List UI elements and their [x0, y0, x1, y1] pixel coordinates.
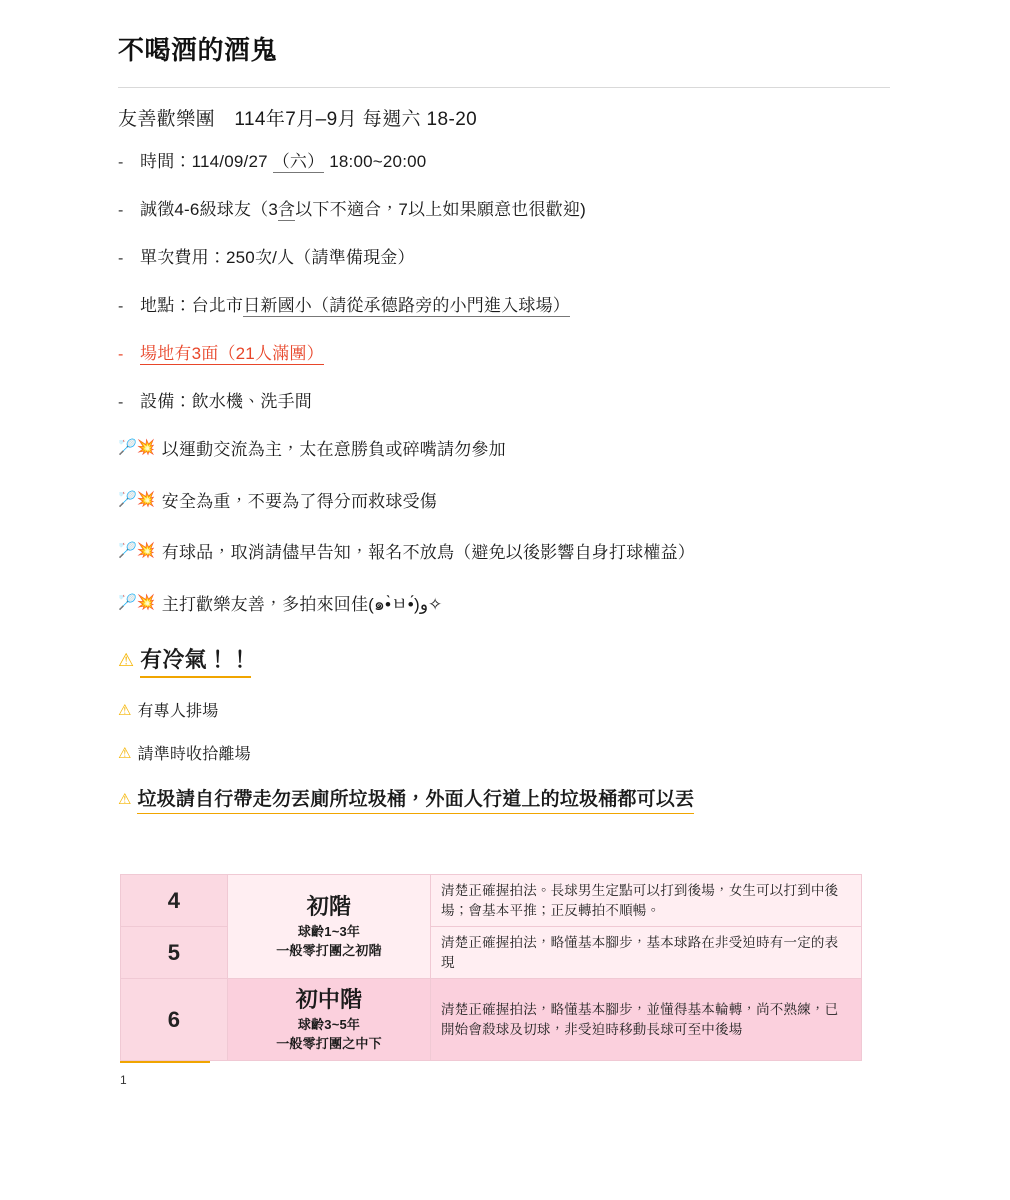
bullet-dash: -: [118, 394, 124, 411]
warning-text: 垃圾請自行帶走勿丟廁所垃圾桶，外面人行道上的垃圾桶都可以丟: [137, 784, 694, 814]
note-line: [118, 592, 892, 618]
warning-text: 有專人排場: [137, 703, 219, 720]
warning-icon: ⚠: [118, 650, 135, 670]
list-item-text: [140, 149, 892, 175]
list-item-highlight: [118, 341, 892, 367]
list-item: [118, 293, 892, 319]
warning-icon: ⚠: [118, 744, 132, 762]
level-reference-table: [120, 874, 862, 1061]
warning-text: 有冷氣！！: [140, 643, 251, 678]
list-item: [118, 149, 892, 175]
level-description-cell: 清楚正確握拍法。長球男生定點可以打到後場，女生可以打到中後場；會基本平推；正反轉拍不順暢。: [431, 875, 862, 927]
warning-text: 請準時收拾離場: [137, 746, 251, 763]
text-underlined: （六）: [272, 152, 325, 171]
list-item-text: [140, 245, 892, 271]
level-name-sub: 球齡3~5年 一般零打團之中下: [276, 1016, 382, 1052]
warning-icon: ⚠: [118, 701, 132, 719]
details-list: [118, 149, 892, 415]
racket-sparkle-icon: 🏸💥: [118, 490, 156, 508]
text-underlined: 含: [278, 200, 296, 219]
list-item-text: [140, 293, 892, 319]
table-row: [121, 979, 862, 1061]
section-spacer: [118, 834, 892, 874]
note-line: [118, 489, 892, 515]
note-text: 主打歡樂友善，多拍來回佳(๑•̀ㅂ•́)و✧: [161, 594, 443, 614]
page-title: 不喝酒的酒鬼: [118, 35, 278, 65]
racket-sparkle-icon: 🏸💥: [118, 593, 156, 611]
text-pre: 地點：台北市: [140, 296, 244, 315]
text-underlined: 日新國小（請從承德路旁的小門進入球場）: [243, 296, 571, 315]
level-number-cell: 4: [121, 875, 228, 927]
text-pre: 時間：114/09/27: [140, 152, 273, 171]
bullet-dash: -: [118, 154, 124, 171]
racket-sparkle-icon: 🏸💥: [118, 542, 156, 559]
note-text: 以運動交流為主，太在意勝負或碎嘴請勿參加: [161, 440, 506, 459]
text-post: 以下不適合，7以上如果願意也很歡迎): [295, 200, 586, 219]
note-text: 有球品，取消請儘早告知，報名不放鳥（避免以後影響自身打球權益）: [161, 543, 695, 562]
warning-row-ontime: [118, 741, 892, 764]
bullet-dash: -: [118, 250, 124, 267]
title-divider: [118, 87, 890, 88]
list-item-text: [140, 197, 892, 223]
document-subtitle: 友善歡樂團 114年7月–9月 每週六 18-20: [118, 109, 478, 130]
level-description-cell: 清楚正確握拍法，略懂基本腳步，並懂得基本輪轉，尚不熟練，已開始會殺球及切球，非受迫時移動長球可至中後場: [431, 979, 862, 1061]
note-text: 安全為重，不要為了得分而救球受傷: [161, 491, 437, 511]
level-number-cell: 5: [121, 927, 228, 979]
text-pre: 誠徵4-6級球友（3: [140, 200, 279, 219]
level-name-cell: [228, 979, 431, 1061]
level-name-cell: [228, 875, 431, 979]
bullet-dash: -: [118, 346, 124, 363]
warning-row-aircon: [118, 643, 892, 678]
list-item: [118, 389, 892, 415]
warning-row-staff: [118, 698, 892, 721]
list-item-text: [140, 389, 892, 415]
warning-row-trash: [118, 784, 892, 814]
level-description-cell: 清楚正確握拍法，略懂基本腳步，基本球路在非受迫時有一定的表現: [431, 927, 862, 979]
level-name-sub: 球齡1~3年 一般零打團之初階: [276, 923, 382, 959]
level-name-main: 初階: [306, 894, 352, 920]
table-row: [121, 875, 862, 927]
text-pre: 設備：飲水機、洗手間: [140, 392, 312, 411]
warning-icon: ⚠: [118, 791, 132, 808]
note-line: [118, 540, 892, 566]
text-post: 18:00~20:00: [324, 152, 427, 171]
page-number: 1: [120, 1072, 127, 1087]
level-name-main: 初中階: [295, 987, 363, 1013]
list-item: [118, 197, 892, 223]
text-underlined: 場地有3面（21人滿團）: [140, 344, 324, 363]
table-underline-mark: [120, 1061, 210, 1063]
list-item-text: [140, 341, 892, 367]
list-item: [118, 245, 892, 271]
text-pre: 單次費用：250次/人（請準備現金）: [140, 248, 415, 267]
bullet-dash: -: [118, 298, 124, 315]
racket-sparkle-icon: 🏸💥: [118, 439, 156, 456]
note-line: [118, 437, 892, 463]
bullet-dash: -: [118, 202, 124, 219]
level-number-cell: 6: [121, 979, 228, 1061]
